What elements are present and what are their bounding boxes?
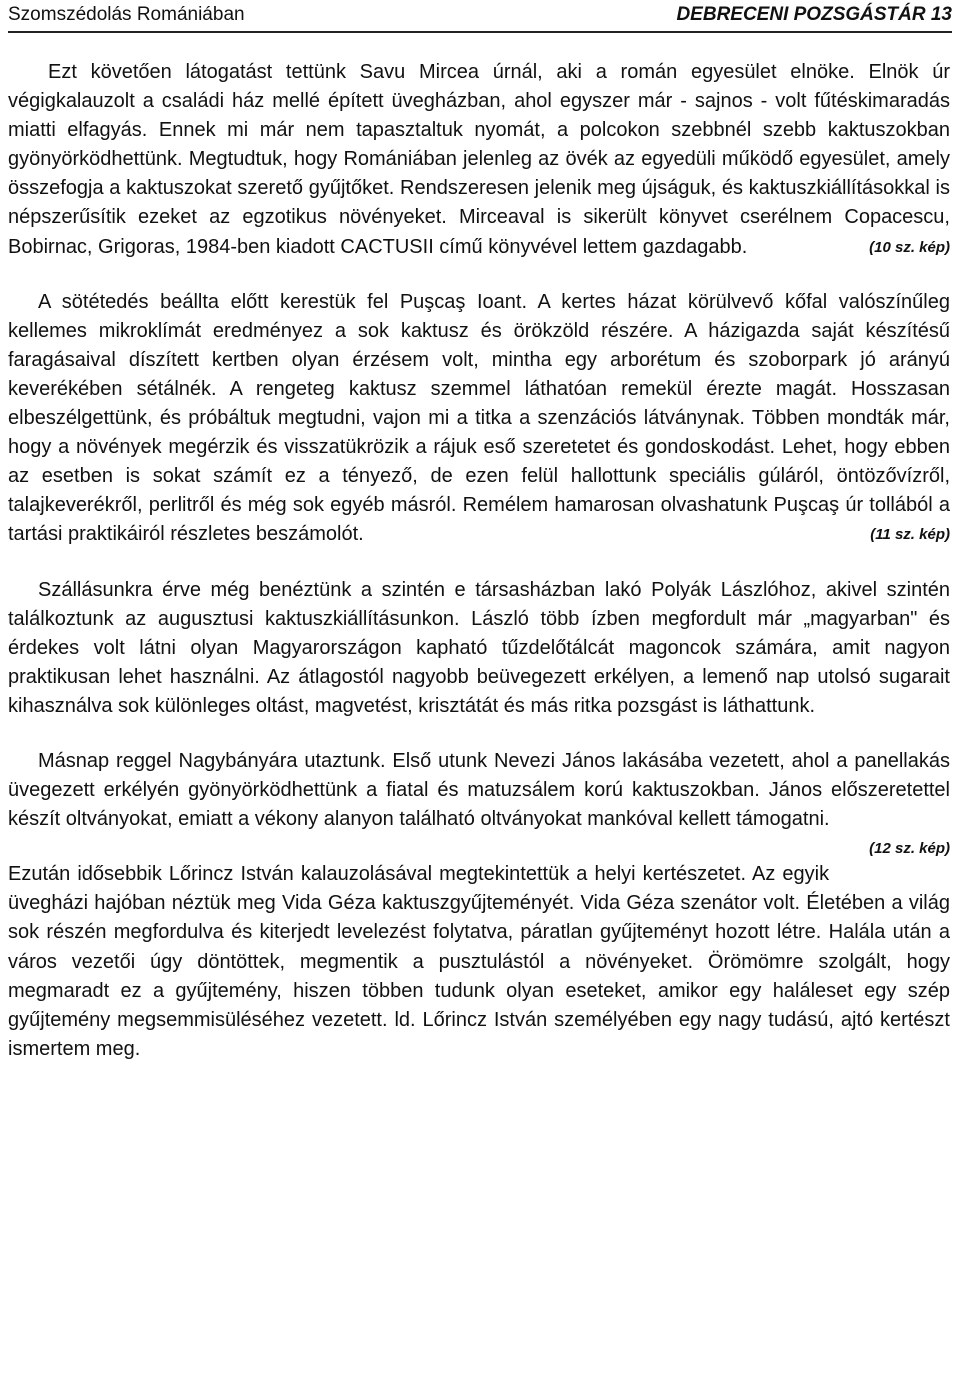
image-reference: (11 sz. kép) — [870, 526, 950, 544]
paragraph-text: Ezt követően látogatást tettünk Savu Mircea úrnál, aki a román egyesület elnöke. Elnök úr végigkalauzolt a családi ház mellé épített üvegházban, ahol egyszer már - sajnos - volt fűtéskimaradás miatti elfagyás. Ennek mi már nem tapasztaltuk nyomát, a polcokon szebbnél szebb kaktuszokban gyönyörködhettünk. Megtudtuk, hogy Romániában jelenleg az övék az egyedüli működő egyesület, amely összefogja a kaktuszokat szerető gyűjtőket. Rendszeresen jelenik meg újságuk, és kaktuszkiállításokkal is népszerűsítik ezeket az egzotikus növényeket. Mirceaval is sikerült könyvet cserélnem Copacescu, Bobirnac, Grigoras, 1984-ben kiadott CACTUSII című könyvével lettem gazdagabb. — [8, 61, 950, 258]
page-header — [8, 0, 952, 34]
paragraph-2 — [8, 288, 950, 550]
paragraph-text: Másnap reggel Nagybányára utaztunk. Első utunk Nevezi János lakásába vezetett, ahol a panellakás üvegezett erkélyén gyönyörködhettünk a fiatal és matuzsálem korú kaktuszokban. János előszeretettel készít oltványokat, emiatt a vékony alanyon található oltványokat mankóval kellett támogatni. — [8, 749, 950, 831]
header-rule — [8, 31, 952, 33]
journal-title-page-number: DEBRECENI POZSGÁSTÁR 13 — [676, 4, 952, 25]
image-reference: (10 sz. kép) — [869, 238, 950, 256]
paragraph-1 — [8, 58, 950, 262]
paragraph-text: Ezután idősebbik Lőrincz István kalauzolásával megtekintettük a helyi kertészetet. Az egyik üvegházi hajóban néztük meg Vida Géza kaktuszgyűjteményét. Vida Géza szenátor volt. Életében a világ sok részén megfordulva és kiterjedt levelezést folytatva, páratlan gyűjteményt hozott létre. Halála után a város vezetői úgy döntöttek, megmentik a pusztulástól a növényeket. Örömömre szolgált, hogy megmaradt ez a gyűjtemény, hiszen többen tudunk olyan eseteket, amikor egy haláleset egy szép gyűjtemény megsemmisüléséhez vezetett. ld. Lőrincz István személyében egy nagy tudású, ajtó kertészt ismertem meg. — [8, 863, 950, 1060]
paragraph-text: Szállásunkra érve még benéztünk a szintén e társasházban lakó Polyák Lászlóhoz, akivel szintén találkoztunk az augusztusi kaktuszkiállításunkon. László több ízben megfordult már „magyarban" és érdekes volt látni olyan Magyarországon kapható tűzdelőtálcát magoncok számára, amit nagyon praktikusan lehet használni. Az átlagostól nagyobb beüvegezett erkélyen, a lemenő nap utolsó sugarait kihasználva sok különleges oltást, magvetést, krisztátát és más ritka pozsgást is láthattunk. — [8, 578, 950, 717]
image-reference: (12 sz. kép) — [869, 840, 950, 858]
paragraph-5 — [8, 860, 950, 1064]
paragraph-4 — [8, 747, 950, 858]
paragraph-3 — [8, 576, 950, 721]
paragraph-text: A sötétedés beállta előtt kerestük fel Puşcaş Ioant. A kertes házat körülvevő kőfal valószínűleg kellemes mikroklímát eredményez a sok kaktusz és örökzöld részére. A házigazda saját készítésű faragásaival díszített kertben olyan érzésem volt, mintha egy arborétum és szoborpark jó arányú keverékében sétálnék. A rengeteg kaktusz szemmel láthatóan remekül érezte magát. Hosszasan elbeszélgettünk, és próbáltuk megtudni, vajon mi a titka a szenzációs látványnak. Többen mondták már, hogy a növények megérzik és visszatükrözik a rájuk eső szeretetet és gondoskodást. Lehet, hogy ebben az esetben is sokat számít ez a tényező, de ezen felül hallottunk speciális gúláról, öntözővízről, talajkeverékről, perlitről és még sok egyéb másról. Remélem hamarosan olvashatunk Puşcaş úr tollából a tartási praktikáiról részletes beszámolót. — [8, 290, 950, 546]
running-title: Szomszédolás Romániában — [8, 4, 245, 25]
article-body — [8, 58, 950, 1090]
